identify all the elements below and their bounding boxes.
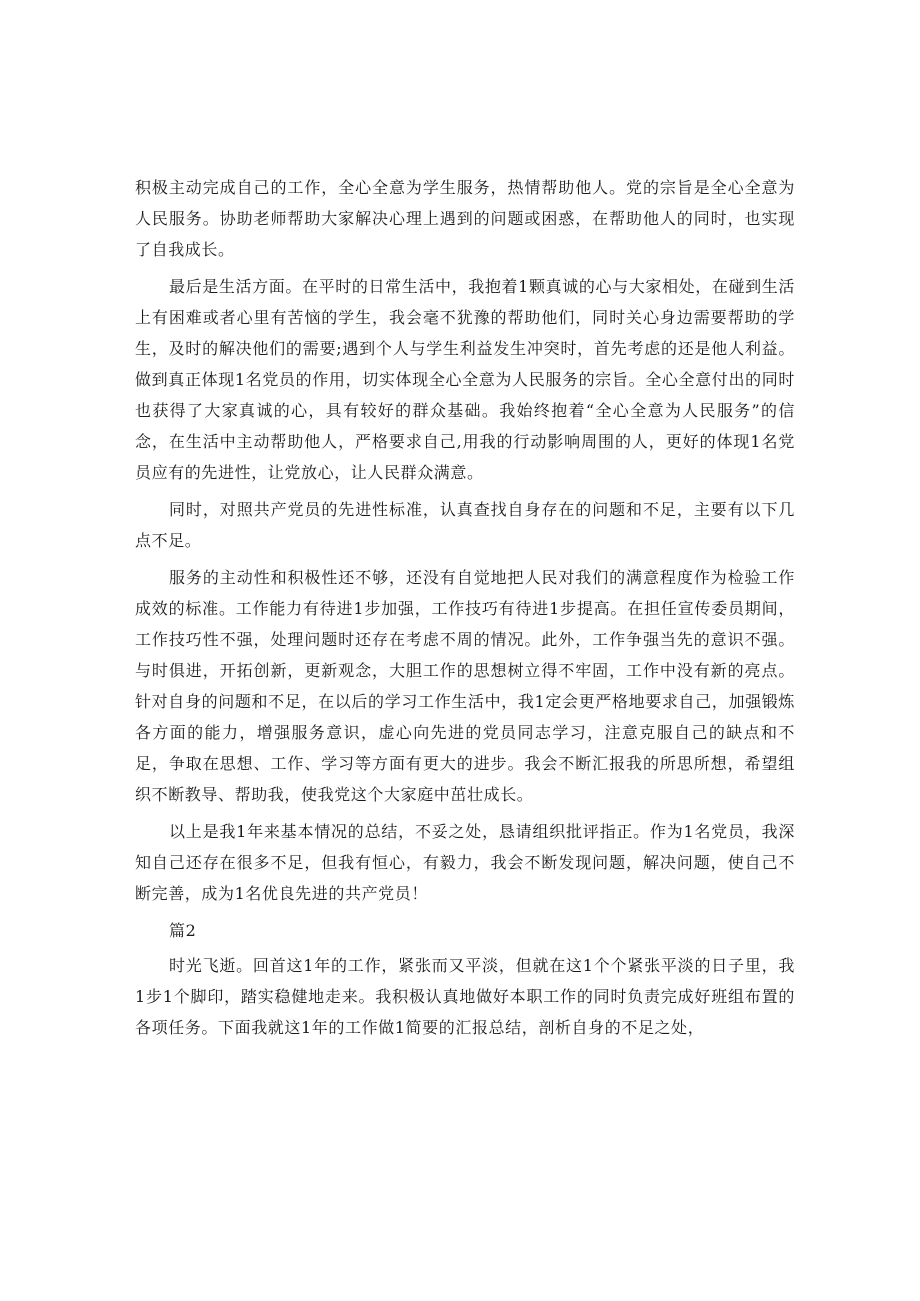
paragraph-4: 服务的主动性和积极性还不够，还没有自觉地把人民对我们的满意程度作为检验工作成效的标准。工作能力有待进1步加强，工作技巧有待进1步提高。在担任宣传委员期间，工作技巧性不强，处理问题时还存在考虑不周的情况。此外，工作争强当先的意识不强。与时俱进，开拓创新，更新观念，大胆工作的思想树立得不牢固，工作中没有新的亮点。针对自身的问题和不足，在以后的学习工作生活中，我1定会更严格地要求自己，加强锻炼各方面的能力，增强服务意识，虚心向先进的党员同志学习，注意克服自己的缺点和不足，争取在思想、工作、学习等方面有更大的进步。我会不断汇报我的所思所想，希望组织不断教导、帮助我，使我党这个大家庭中茁壮成长。 xyxy=(135,568,795,804)
paragraph-2: 最后是生活方面。在平时的日常生活中，我抱着1颗真诚的心与大家相处，在碰到生活上有困难或者心里有苦恼的学生，我会毫不犹豫的帮助他们，同时关心身边需要帮助的学生，及时的解决他们的需要;遇到个人与学生利益发生冲突时，首先考虑的还是他人利益。做到真正体现1名党员的作用，切实体现全心全意为人民服务的宗旨。全心全意付出的同时也获得了大家真诚的心，具有较好的群众基础。我始终抱着“全心全意为人民服务”的信念，在生活中主动帮助他人，严格要求自己,用我的行动影响周围的人，更好的体现1名党员应有的先进性，让党放心，让人民群众满意。 xyxy=(135,277,795,482)
document-body xyxy=(135,172,795,1049)
paragraph-1: 积极主动完成自己的工作，全心全意为学生服务，热情帮助他人。党的宗旨是全心全意为人民服务。协助老师帮助大家解决心理上遇到的问题或困惑，在帮助他人的同时，也实现了自我成长。 xyxy=(135,178,795,259)
paragraph-6: 时光飞逝。回首这1年的工作，紧张而又平淡，但就在这1个个紧张平淡的日子里，我1步1个脚印，踏实稳健地走来。我积极认真地做好本职工作的同时负责完成好班组布置的各项任务。下面我就这1年的工作做1简要的汇报总结，剖析自身的不足之处， xyxy=(135,956,795,1037)
paragraph-5: 以上是我1年来基本情况的总结，不妥之处，恳请组织批评指正。作为1名党员，我深知自己还存在很多不足，但我有恒心，有毅力，我会不断发现问题，解决问题，使自己不断完善，成为1名优良先进的共产党员！ xyxy=(135,822,795,903)
paragraph-3: 同时，对照共产党员的先进性标准，认真查找自身存在的问题和不足，主要有以下几点不足。 xyxy=(135,500,795,550)
section-heading: 篇2 xyxy=(169,921,197,940)
